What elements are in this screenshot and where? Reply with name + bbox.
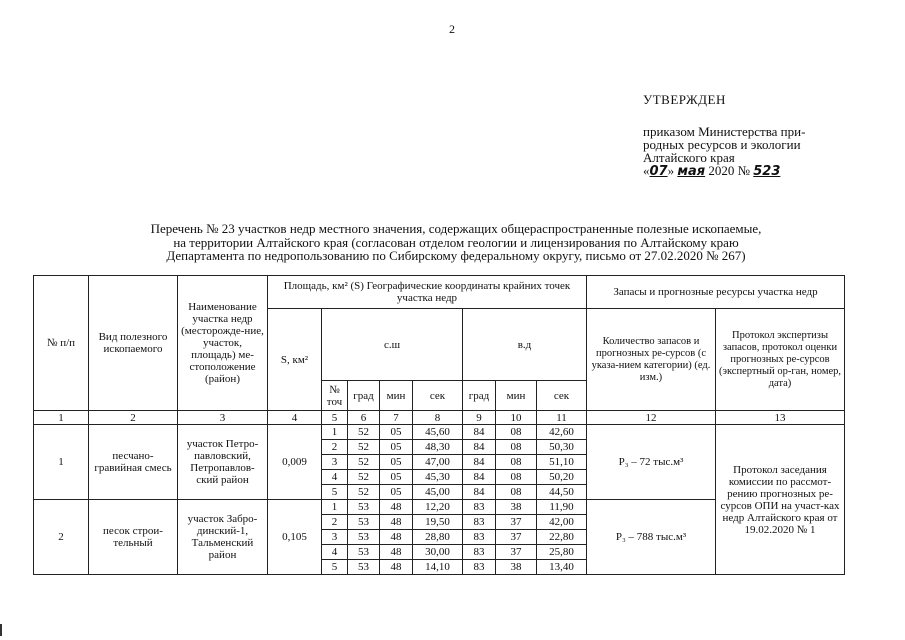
approval-block [643, 93, 863, 178]
date-open-quote: « [643, 163, 650, 178]
east-min: 08 [496, 470, 537, 485]
north-deg: 52 [348, 470, 380, 485]
east-deg: 83 [463, 500, 496, 515]
header-site-name: Наименование участка недр (месторожде-ние, участок, площадь) ме-стоположение (район) [178, 276, 268, 411]
table-row [34, 425, 845, 440]
east-sec: 13,40 [537, 560, 587, 575]
north-min: 48 [380, 545, 413, 560]
north-sec: 14,10 [413, 560, 463, 575]
east-sec: 22,80 [537, 530, 587, 545]
column-number: 5 [322, 411, 348, 425]
north-sec: 45,00 [413, 485, 463, 500]
north-deg: 53 [348, 500, 380, 515]
header-mineral-type: Вид полезного ископаемого [89, 276, 178, 411]
east-deg: 84 [463, 440, 496, 455]
header-reserves-group: Запасы и прогнозные ресурсы участка недр [587, 276, 845, 309]
date-year: 2020 [708, 163, 735, 178]
east-deg: 84 [463, 485, 496, 500]
site-area: 0,009 [268, 425, 322, 500]
site-area: 0,105 [268, 500, 322, 575]
column-number: 9 [463, 411, 496, 425]
mineral-type: песок строи-тельный [89, 500, 178, 575]
title-line-3: Департамента по недропользованию по Сибирскому федеральному округу, письмо от 27.02.2020 № 267) [166, 248, 746, 263]
point-number: 1 [322, 500, 348, 515]
east-deg: 84 [463, 425, 496, 440]
column-number: 3 [178, 411, 268, 425]
column-number: 12 [587, 411, 716, 425]
north-min: 05 [380, 455, 413, 470]
east-min: 38 [496, 500, 537, 515]
header-north-deg: град [348, 381, 380, 411]
north-sec: 48,30 [413, 440, 463, 455]
column-number: 8 [413, 411, 463, 425]
point-number: 4 [322, 545, 348, 560]
point-number: 2 [322, 440, 348, 455]
header-east-min: мин [496, 381, 537, 411]
site-name: участок Забро-динский-1, Тальменский район [178, 500, 268, 575]
point-number: 3 [322, 455, 348, 470]
east-deg: 84 [463, 470, 496, 485]
north-sec: 30,00 [413, 545, 463, 560]
column-number: 1 [34, 411, 89, 425]
point-number: 3 [322, 530, 348, 545]
title-line-2: на территории Алтайского края (согласован отделом геологии и лицензирования по Алтайскому краю [173, 234, 739, 250]
north-sec: 12,20 [413, 500, 463, 515]
column-number: 6 [348, 411, 380, 425]
approval-header: УТВЕРЖДЕН [643, 92, 726, 107]
date-day: 07 [649, 164, 668, 179]
north-sec: 45,30 [413, 470, 463, 485]
point-number: 4 [322, 470, 348, 485]
header-area-coordinates: Площадь, км² (S) Географические координаты крайних точек участка недр [268, 276, 587, 309]
north-deg: 52 [348, 485, 380, 500]
column-number-row [34, 411, 845, 425]
point-number: 2 [322, 515, 348, 530]
header-east-longitude: в.д [463, 309, 587, 381]
header-num: № п/п [34, 276, 89, 411]
east-deg: 83 [463, 545, 496, 560]
north-deg: 53 [348, 515, 380, 530]
east-sec: 25,80 [537, 545, 587, 560]
east-min: 08 [496, 440, 537, 455]
north-deg: 53 [348, 545, 380, 560]
east-deg: 83 [463, 515, 496, 530]
header-east-deg: град [463, 381, 496, 411]
east-sec: 51,10 [537, 455, 587, 470]
column-number: 7 [380, 411, 413, 425]
north-min: 48 [380, 560, 413, 575]
north-min: 05 [380, 425, 413, 440]
header-north-latitude: с.ш [322, 309, 463, 381]
north-min: 48 [380, 530, 413, 545]
north-min: 48 [380, 500, 413, 515]
header-point-number: № точ [322, 381, 348, 411]
protocol-cell: Протокол заседания комиссии по рассмот-рению прогнозных ре-сурсов ОПИ на участ-ках недр Алтайского края от 19.02.2020 № 1 [716, 425, 845, 575]
north-min: 05 [380, 485, 413, 500]
title-line-1: Перечень № 23 участков недр местного значения, содержащих общераспространенные полезные ископаемые, [150, 221, 762, 236]
east-sec: 44,50 [537, 485, 587, 500]
header-reserves-quantity: Количество запасов и прогнозных ре-сурсов (с указа-нием категории) (ед. изм.) [587, 309, 716, 411]
column-number: 2 [89, 411, 178, 425]
east-sec: 50,20 [537, 470, 587, 485]
order-number-prefix: № [737, 163, 750, 178]
scan-edge-mark [0, 624, 2, 636]
north-min: 48 [380, 515, 413, 530]
north-sec: 47,00 [413, 455, 463, 470]
east-deg: 83 [463, 560, 496, 575]
page-number: 2 [449, 22, 455, 36]
north-deg: 52 [348, 425, 380, 440]
sites-table [33, 275, 845, 575]
north-deg: 53 [348, 560, 380, 575]
header-north-sec: сек [413, 381, 463, 411]
north-sec: 28,80 [413, 530, 463, 545]
order-number: 523 [753, 164, 781, 179]
east-min: 38 [496, 560, 537, 575]
approval-date-line [643, 164, 863, 178]
mineral-type: песчано-гравийная смесь [89, 425, 178, 500]
approval-line-1: приказом Министерства при- [643, 124, 806, 139]
east-deg: 83 [463, 530, 496, 545]
header-east-sec: сек [537, 381, 587, 411]
point-number: 5 [322, 560, 348, 575]
approval-line-3: Алтайского края [643, 150, 735, 165]
east-sec: 42,00 [537, 515, 587, 530]
east-min: 37 [496, 545, 537, 560]
north-sec: 19,50 [413, 515, 463, 530]
north-deg: 53 [348, 530, 380, 545]
east-deg: 84 [463, 455, 496, 470]
north-sec: 45,60 [413, 425, 463, 440]
point-number: 1 [322, 425, 348, 440]
site-name: участок Петро-павловский, Петропавлов-ский район [178, 425, 268, 500]
date-close-quote: » [667, 163, 675, 178]
east-min: 08 [496, 455, 537, 470]
header-s-km2: S, км² [268, 309, 322, 411]
header-protocol: Протокол экспертизы запасов, протокол оценки прогнозных ре-сурсов (экспертный ор-ган, номер, дата) [716, 309, 845, 411]
reserves-quantity: Р₃ – 72 тыс.м³ [587, 425, 716, 500]
east-min: 37 [496, 515, 537, 530]
east-min: 08 [496, 485, 537, 500]
north-min: 05 [380, 470, 413, 485]
point-number: 5 [322, 485, 348, 500]
row-number: 1 [34, 425, 89, 500]
north-min: 05 [380, 440, 413, 455]
document-title [96, 222, 816, 263]
column-number: 13 [716, 411, 845, 425]
north-deg: 52 [348, 440, 380, 455]
column-number: 11 [537, 411, 587, 425]
east-sec: 42,60 [537, 425, 587, 440]
east-min: 37 [496, 530, 537, 545]
reserves-quantity: Р₃ – 788 тыс.м³ [587, 500, 716, 575]
east-min: 08 [496, 425, 537, 440]
column-number: 10 [496, 411, 537, 425]
approval-line-2: родных ресурсов и экологии [643, 137, 801, 152]
north-deg: 52 [348, 455, 380, 470]
east-sec: 50,30 [537, 440, 587, 455]
header-north-min: мин [380, 381, 413, 411]
date-month: мая [677, 164, 706, 179]
column-number: 4 [268, 411, 322, 425]
row-number: 2 [34, 500, 89, 575]
east-sec: 11,90 [537, 500, 587, 515]
